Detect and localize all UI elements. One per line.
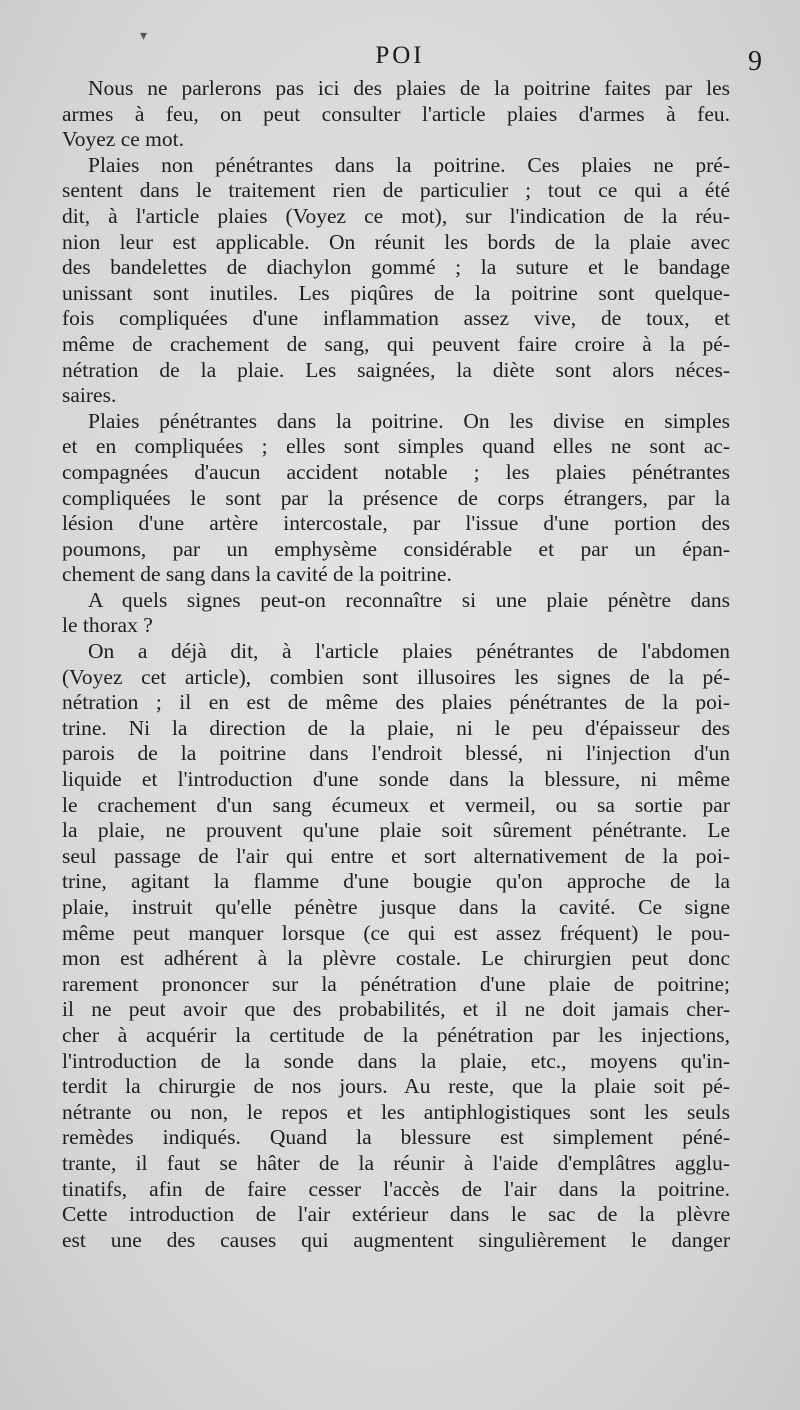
- text-line: nion leur est applicable. On réunit les bords de la plaie avec: [62, 229, 730, 254]
- text-line: cher à acquérir la certitude de la pénétration par les injections,: [62, 1022, 730, 1047]
- text-line: (Voyez cet article), combien sont illusoires les signes de la pé-: [62, 664, 730, 689]
- text-line: liquide et l'introduction d'une sonde dans la blessure, ni même: [62, 767, 730, 792]
- text-line: le thorax ?: [62, 613, 153, 638]
- text-line: trine, agitant la flamme d'une bougie qu'on approche de la: [62, 869, 730, 894]
- text-line: A quels signes peut-on reconnaître si une plaie pénètre dans: [88, 587, 730, 612]
- text-line: Cette introduction de l'air extérieur dans le sac de la plèvre: [62, 1202, 730, 1227]
- text-line: mon est adhérent à la plèvre costale. Le chirurgien peut donc: [62, 946, 730, 971]
- page-number: 9: [748, 46, 762, 77]
- text-line: parois de la poitrine dans l'endroit blessé, ni l'injection d'un: [62, 741, 730, 766]
- text-line: sentent dans le traitement rien de particulier ; tout ce qui a été: [62, 178, 730, 203]
- text-line: il ne peut avoir que des probabilités, et il ne doit jamais cher-: [62, 997, 730, 1022]
- text-line: compliquées le sont par la présence de corps étrangers, par la: [62, 485, 730, 510]
- text-line: nétration ; il en est de même des plaies pénétrantes de la poi-: [62, 690, 730, 715]
- ink-speck-icon: ▾: [140, 28, 148, 44]
- text-line: trine. Ni la direction de la plaie, ni le peu d'épaisseur des: [62, 715, 730, 740]
- text-line: même peut manquer lorsque (ce qui est assez fréquent) le pou-: [62, 920, 730, 945]
- text-line: Plaies pénétrantes dans la poitrine. On les divise en simples: [88, 408, 730, 433]
- text-line: remèdes indiqués. Quand la blessure est simplement péné-: [62, 1125, 730, 1150]
- text-line: chement de sang dans la cavité de la poitrine.: [62, 562, 452, 587]
- text-line: et en compliquées ; elles sont simples quand elles ne sont ac-: [62, 434, 730, 459]
- text-line: fois compliquées d'une inflammation assez vive, de toux, et: [62, 306, 730, 331]
- text-line: saires.: [62, 383, 117, 408]
- text-line: seul passage de l'air qui entre et sort alternativement de la poi-: [62, 843, 730, 868]
- text-line: des bandelettes de diachylon gommé ; la suture et le bandage: [62, 255, 730, 280]
- running-head: POI: [375, 42, 425, 69]
- text-line: compagnées d'aucun accident notable ; les plaies pénétrantes: [62, 459, 730, 484]
- text-line: Nous ne parlerons pas ici des plaies de la poitrine faites par les: [88, 76, 730, 100]
- text-line: rarement prononcer sur la pénétration d'une plaie de poitrine;: [62, 971, 730, 996]
- text-line: lésion d'une artère intercostale, par l'issue d'une portion des: [62, 511, 730, 536]
- text-line: l'introduction de la sonde dans la plaie, etc., moyens qu'in-: [62, 1048, 730, 1073]
- text-line: le crachement d'un sang écumeux et vermeil, ou sa sortie par: [62, 792, 730, 817]
- text-line: On a déjà dit, à l'article plaies pénétrantes de l'abdomen: [88, 639, 730, 664]
- text-line: armes à feu, on peut consulter l'article plaies d'armes à feu.: [62, 101, 730, 126]
- page-header: [0, 38, 800, 78]
- text-line: la plaie, ne prouvent qu'une plaie soit sûrement pénétrante. Le: [62, 818, 730, 843]
- body-text: [62, 76, 730, 1253]
- text-line: tinatifs, afin de faire cesser l'accès de l'air dans la poitrine.: [62, 1176, 730, 1201]
- text-line: même de crachement de sang, qui peuvent faire croire à la pé-: [62, 331, 730, 356]
- text-line: nétrante ou non, le repos et les antiphlogistiques sont les seuls: [62, 1099, 730, 1124]
- text-line: trante, il faut se hâter de la réunir à l'aide d'emplâtres agglu-: [62, 1150, 730, 1175]
- text-line: unissant sont inutiles. Les piqûres de la poitrine sont quelque-: [62, 280, 730, 305]
- text-line: nétration de la plaie. Les saignées, la diète sont alors néces-: [62, 357, 730, 382]
- text-line: est une des causes qui augmentent singulièrement le danger: [62, 1227, 730, 1252]
- text-line: plaie, instruit qu'elle pénètre jusque dans la cavité. Ce signe: [62, 895, 730, 919]
- text-line: poumons, par un emphysème considérable et par un épan-: [62, 536, 730, 561]
- text-line: terdit la chirurgie de nos jours. Au reste, que la plaie soit pé-: [62, 1074, 730, 1099]
- text-line: dit, à l'article plaies (Voyez ce mot), sur l'indication de la réu-: [62, 203, 730, 228]
- text-line: Voyez ce mot.: [62, 127, 184, 152]
- text-line: Plaies non pénétrantes dans la poitrine. Ces plaies ne pré-: [88, 152, 730, 177]
